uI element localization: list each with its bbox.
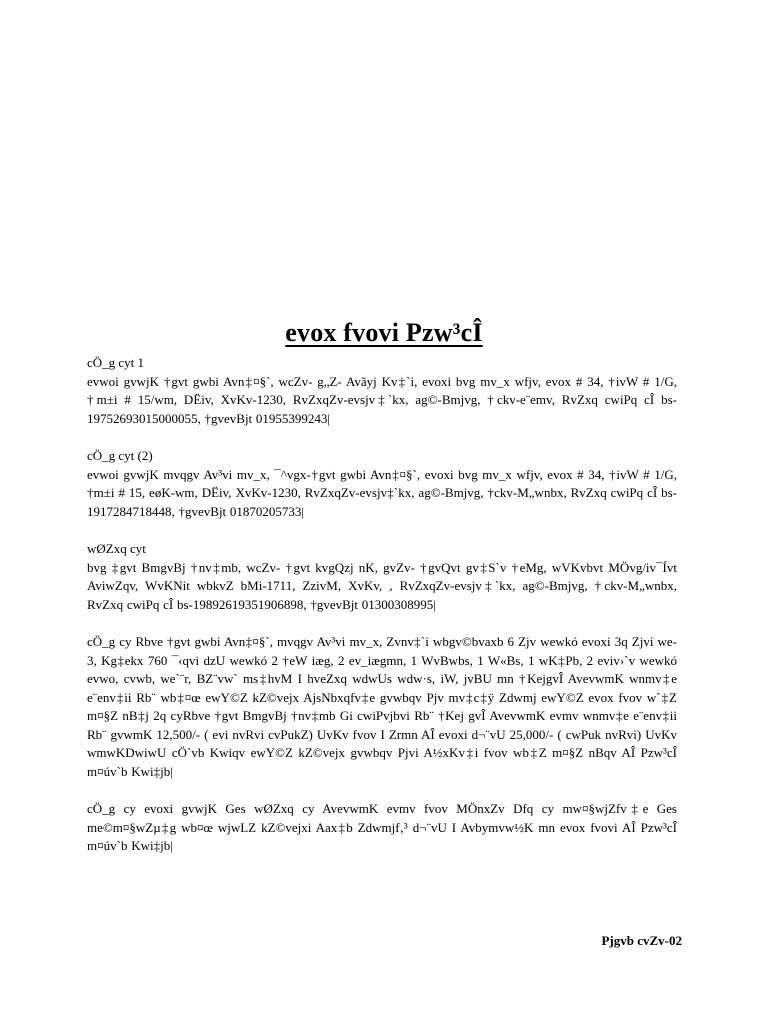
section-paragraph: evwoi gvwjK †gvt gwbi Avn‡¤§`, wcZv- g„Z- Avãyj Kv‡`i, evoxi bvg mv_x wfjv, evox # 34, †ivW # 1/G, †m±i # 15/wm, DËiv, XvKv-1230, RvZxqZv-evsjv‡`kx, ag©-Bmjvg, †ckv-e¨emv, RvZxq cwiPq cÎ bs-19752693015000055, †gvevBjt 01955399243| (87, 373, 677, 426)
section-first-party-1 (87, 354, 677, 428)
section-paragraph: cÖ_g cy Rbve †gvt gwbi Avn‡¤§`, mvqgv Av³vi mv_x, Zvnv‡`i wbgv©bvaxb 6 Zjv wewkó evoxi 3q Zjvi we-3, Kg‡ekx 760 ¯‹qvi dzU wewkó 2 †eW iæg, 2 ev_iægmn, 1 WvBwbs, 1 W«Bs, 1 wK‡Pb, 2 eviv›`v wewkó evwo, cvwb, we`¨r, BZ¨vw` ms‡hvM I hveZxq wdwUs wdw·s, iW, jvBU mn †KejgvÎ AvevwmK wnmv‡e e¨env‡ii Rb¨ wb‡¤œ ewY©Z kZ©vejx AjsNbxqfv‡e gvwbqv Pjv mv‡c‡ÿ Zdwmj ewY©Z evox fvov w`‡Z m¤§Z nB‡j 2q cyRbve †gvt BmgvBj †nv‡mb Gi cwiPvjbvi Rb¨ †Kej gvÎ AvevwmK evmv wnmv‡e e¨env‡ii Rb¨ gvwmK 12,500/- ( evi nvRvi cvPukZ) UvKv fvov I Zrmn AÎ evoxi d¬¨vU 25,000/- ( cwPuk nvRvi) UvKv wmwKDwiwU cÖ`vb Kwiqv ewY©Z kZ©vejx gvwbqv Pjvi A½xKv‡i fvov wb‡Z m¤§Z nBqv AÎ Pzw³cÎ m¤úv`b Kwi‡jb| (87, 634, 677, 779)
section-paragraph: evwoi gvwjK mvqgv Av³vi mv_x, ¯^vgx-†gvt gwbi Avn‡¤§`, evoxi bvg mv_x wfjv, evox # 34, †ivW # 1/G, †m±i # 15, eøK-wm, DËiv, XvKv-1230, RvZxqZv-evsjv‡`kx, ag©-Bmjvg, †ckv-M„wnbx, RvZxq cwiPq cÎ bs-1917284718448, †gvevBjt 01870205733| (87, 466, 677, 519)
section-heading: wØZxq cyt (87, 541, 146, 556)
section-agreement-closing (87, 800, 677, 856)
section-heading: cÖ_g cyt 1 (87, 355, 145, 370)
section-first-party-2 (87, 447, 677, 521)
section-heading: cÖ_g cyt (2) (87, 448, 153, 463)
page-footer: Pjgvb cvZv-02 (601, 933, 682, 948)
section-paragraph: cÖ_g cy evoxi gvwjK Ges wØZxq cy AvevwmK evmv fvov MÖnxZv Dfq cy mw¤§wjZfv‡e Ges me©m¤§wZµ‡g wb¤œ wjwLZ kZ©vejxi Aax‡b Zdwmjf‚³ d¬¨vU I Avbymvw½K mn evox fvovi AÎ Pzw³cÎ m¤úv`b Kwi‡jb| (87, 801, 677, 853)
section-paragraph: bvg ‡gvt BmgvBj †nv‡mb, wcZv- †gvt kvgQzj nK, gvZv- †gvQvt gv‡S`v †eMg, wVKvbvt MÖvg/iv¯Ívt AviwZqv, WvKNit wbkvZ bMi-1711, ZzivM, XvKv, , RvZxqZv-evsjv‡`kx, ag©-Bmjvg, †ckv-M„wnbx, RvZxq cwiPq cÎ bs-19892619351906898, †gvevBjt 01300308995| (87, 559, 677, 612)
section-agreement-terms (87, 633, 677, 781)
section-second-party (87, 540, 677, 614)
document-body (87, 354, 677, 875)
page-title: evox fvovi Pzw³cÎ (285, 318, 483, 347)
